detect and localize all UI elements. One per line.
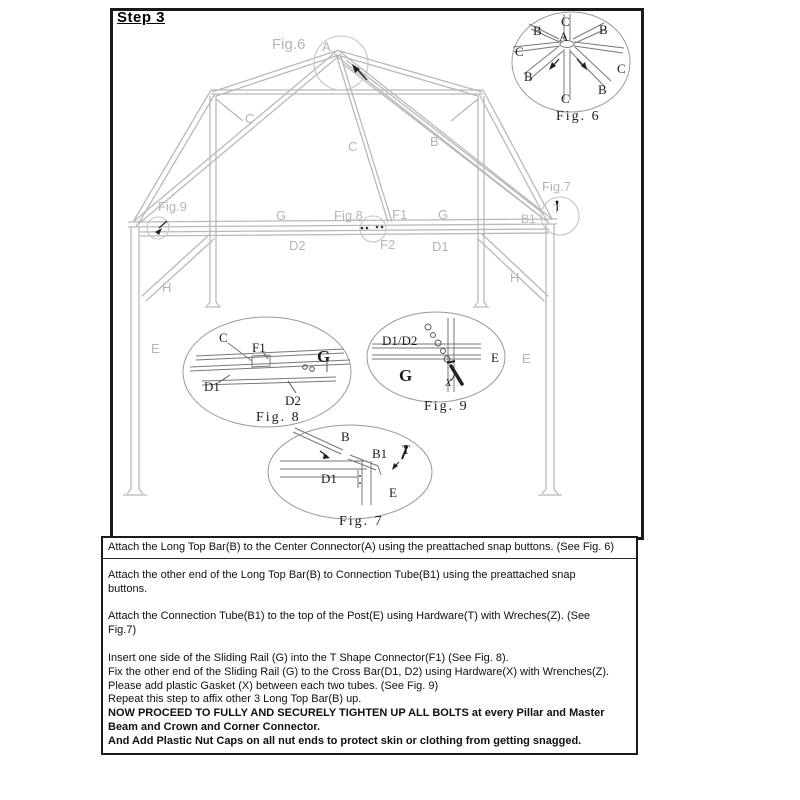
part-label-e-left: E: [151, 341, 160, 356]
fig6-label-a: A: [559, 29, 569, 44]
fig6-caption: Fig. 6: [556, 109, 601, 124]
part-label-e-right: E: [522, 351, 531, 366]
instruction-line: Fig.7): [108, 624, 137, 637]
fig7-label-d1: D1: [321, 471, 337, 486]
fig8-label-g: G: [317, 347, 331, 366]
fig8-label-f1: F1: [252, 340, 266, 355]
part-label-c-left: C: [245, 111, 255, 126]
instruction-line: Attach the Long Top Bar(B) to the Center Connector(A) using the preattached snap buttons. (See Fig. 6): [108, 541, 615, 553]
part-label-t: T: [553, 202, 561, 216]
fig7-label-b1: B1: [372, 446, 388, 461]
fig6-label-b-bottomleft: B: [524, 69, 533, 84]
instruction-line: Fix the other end of the Sliding Rail (G) to the Cross Bar(D1, D2) using Hardware(X) with Wrenches(Z).: [108, 665, 610, 678]
figref-fig9-label: Fig.9: [158, 199, 187, 214]
instruction-line: Insert one side of the Sliding Rail (G) into the T Shape Connector(F1) (See Fig. 8).: [108, 651, 509, 664]
fig7-label-b: B: [341, 429, 350, 444]
instruction-line: buttons.: [108, 582, 148, 595]
part-label-d1: D1: [432, 239, 449, 254]
fig9-label-g: G: [399, 366, 413, 385]
part-label-d2: D2: [289, 238, 306, 253]
instruction-line: Repeat this step to affix other 3 Long Top Bar(B) up.: [108, 693, 362, 706]
instruction-line-bold: NOW PROCEED TO FULLY AND SECURELY TIGHTEN UP ALL BOLTS at every Pillar and Master: [108, 707, 605, 720]
instruction-row-1: [103, 538, 636, 559]
fig7-label-e: E: [389, 485, 397, 500]
fig8-caption: Fig. 8: [256, 410, 301, 425]
fig6-label-c-top: C: [561, 14, 570, 29]
instruction-row-4: [103, 652, 636, 707]
instruction-line: Attach the Connection Tube(B1) to the top of the Post(E) using Hardware(T) with Wreches(Z). (See: [108, 610, 591, 623]
instruction-line-bold: And Add Plastic Nut Caps on all nut ends to protect skin or clothing from getting snagged.: [108, 734, 582, 747]
part-label-g-right: G: [438, 207, 449, 222]
part-label-f2: F2: [380, 237, 396, 252]
part-label-c-center: C: [348, 139, 358, 154]
instruction-row-5-bold: [103, 707, 636, 735]
fig6-label-c-left: C: [515, 44, 524, 59]
fig9-inset-drawing: [367, 312, 505, 402]
instructions-box: [101, 536, 638, 755]
fig9-label-x: X: [445, 377, 452, 389]
fig7-label-t: T: [402, 442, 410, 457]
fig6-inset-drawing: [512, 12, 630, 112]
figref-fig6-label: Fig.6: [272, 36, 306, 53]
part-label-b1: B1: [521, 212, 536, 226]
part-label-f1: F1: [392, 207, 408, 222]
instruction-row-6-bold: [103, 735, 636, 749]
fig7-inset-drawing: [268, 425, 432, 519]
instruction-line: Attach the other end of the Long Top Bar(B) to Connection Tube(B1) using the preattached snap: [108, 568, 576, 581]
instruction-line: Please add plastic Gasket (X) between each two tubes. (See Fig. 9): [108, 679, 439, 692]
part-label-h-right: H: [510, 270, 520, 285]
fig7-caption: Fig. 7: [339, 514, 384, 529]
fig9-label-d1d2: D1/D2: [382, 333, 418, 348]
part-label-g-left: G: [276, 208, 287, 223]
fig9-label-e: E: [491, 350, 499, 365]
fig6-label-b-topright: B: [599, 22, 608, 37]
instruction-row-3: [103, 610, 636, 638]
figref-fig7-label: Fig.7: [542, 179, 571, 194]
instruction-row-2: [103, 569, 636, 597]
fig8-label-c: C: [219, 330, 228, 345]
fig8-label-d1: D1: [204, 379, 220, 394]
fig6-label-b-bottomright: B: [598, 82, 607, 97]
instruction-line-bold: Beam and Crown and Corner Connector.: [108, 720, 321, 733]
fig6-label-c-bottom: C: [561, 91, 570, 106]
part-label-b-right: B: [430, 134, 439, 149]
step-title: Step 3: [117, 9, 166, 26]
figref-fig8-label: Fig.8: [334, 208, 363, 223]
fig6-label-c-right: C: [617, 61, 626, 76]
fig9-caption: Fig. 9: [424, 399, 469, 414]
part-label-h-left: H: [162, 280, 172, 295]
fig6-label-b-topleft: B: [533, 23, 542, 38]
figure-reference-circles: [147, 36, 579, 242]
fig8-label-d2: D2: [285, 393, 301, 408]
part-label-a: A: [322, 39, 331, 54]
